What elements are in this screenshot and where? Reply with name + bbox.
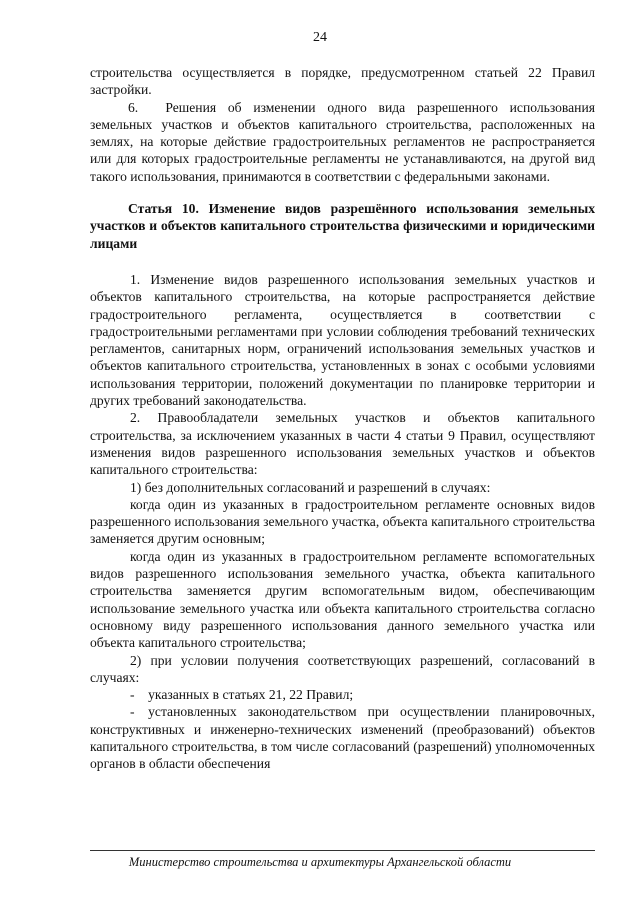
article-list-item-1: - указанных в статьях 21, 22 Правил;	[130, 687, 354, 703]
page-number: 24	[313, 30, 327, 45]
article-paragraph-5: когда один из указанных в градостроительном регламенте вспомогательных видов разрешенного использования земельного участка, объекта капитального строительства заменяется другим вспомогательным видом, обеспечивающим использование земельного участка или объекта капитального строительства согласно основному виду разрешенного использования данного земельного участка или объекта капитального строительства;	[90, 548, 595, 651]
footer-divider	[90, 850, 595, 851]
article-paragraph-2: 2. Правообладатели земельных участков и объектов капитального строительства, за исключением указанных в части 4 статьи 9 Правил, осуществляют изменения видов разрешенного использования земельных участков и объектов капитального строительства:	[90, 410, 595, 478]
article-list-item-2: - установленных законодательством при осуществлении планировочных, конструктивных и инженерно-технических изменений (преобразований) объектов капитального строительства, в том числе согласований (разрешений) уполномоченных органов в области обеспечения	[90, 704, 595, 772]
article-paragraph-6: 2) при условии получения соответствующих разрешений, согласований в случаях:	[90, 652, 595, 685]
document-body	[90, 64, 595, 773]
article-paragraph-1: 1. Изменение видов разрешенного использования земельных участков и объектов капитального строительства, на которые распространяется действие градостроительного регламента, осуществляется в соответствии с градостроительными регламентами при условии соблюдения требований технических регламентов, санитарных норм, ограничений использования земельных участков и объектов капитального строительства, установленных в зонах с особыми условиями использования территории, положений документации по планировке территории и других требований законодательства.	[90, 271, 595, 409]
footer-text: Министерство строительства и архитектуры Архангельской области	[128, 855, 512, 869]
article-heading: Статья 10. Изменение видов разрешённого использования земельных участков и объектов капитального строительства физическими и юридическими лицами	[90, 201, 595, 251]
paragraph-intro-2: 6. Решения об изменении одного вида разрешенного использования земельных участков и объектов капитального строительства, расположенных на землях, на которые действие градостроительных регламентов не распространяется или для которых градостроительные регламенты не устанавливаются, на другой вид такого использования, принимаются в соответствии с федеральными законами.	[90, 99, 595, 184]
article-paragraph-4: когда один из указанных в градостроительном регламенте основных видов разрешенного использования земельного участка, объекта капитального строительства заменяется другим основным;	[90, 496, 595, 547]
paragraph-intro-1: строительства осуществляется в порядке, предусмотренном статьей 22 Правил застройки.	[90, 65, 595, 98]
article-paragraph-3: 1) без дополнительных согласований и разрешений в случаях:	[130, 479, 491, 495]
